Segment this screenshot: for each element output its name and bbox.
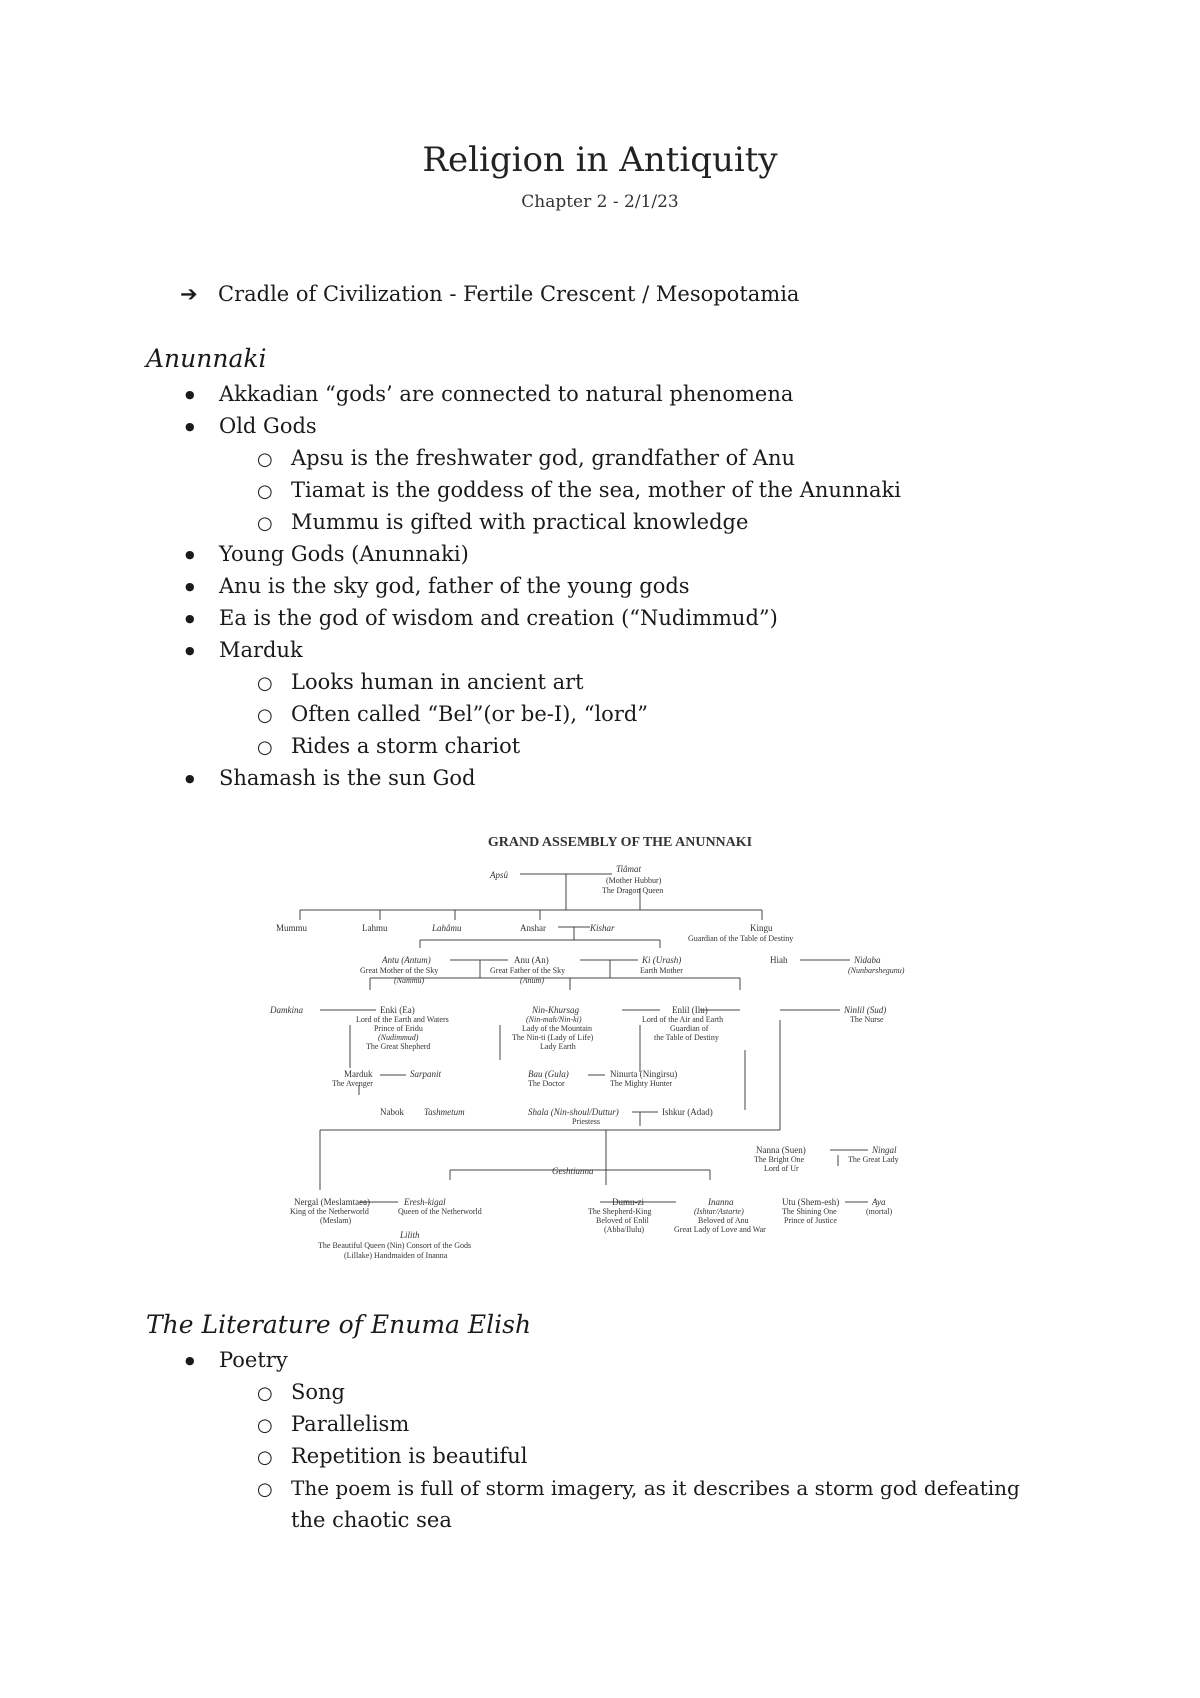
- page-subtitle: Chapter 2 - 2/1/23: [521, 192, 679, 212]
- node-ki-epithet: Earth Mother: [640, 966, 683, 975]
- node-nidaba: Nidaba: [854, 955, 881, 965]
- node-tiamat-alias: (Mother Hubbur): [606, 876, 662, 885]
- node-ereshkigal-epithet: Queen of the Netherworld: [398, 1207, 482, 1216]
- list-item-text: The poem is full of storm imagery, as it describes a storm god defeating: [291, 1476, 1020, 1500]
- node-shala: Shala (Nin-shoul/Duttur): [528, 1107, 619, 1117]
- node-ningal-epithet: The Great Lady: [848, 1155, 899, 1164]
- node-nergal: Nergal (Meslamtaea): [294, 1197, 371, 1207]
- node-ninkhursag-ep3: Lady Earth: [540, 1042, 576, 1051]
- bullet-icon: [185, 1348, 219, 1372]
- section-heading-anunnaki: Anunnaki: [146, 344, 267, 373]
- node-marduk-epithet: The Avenger: [332, 1079, 373, 1088]
- circle-bullet-icon: [257, 702, 291, 726]
- list-item: [185, 766, 475, 790]
- node-ninkhursag: Nin-Khursag: [532, 1005, 580, 1015]
- list-item: [185, 574, 690, 598]
- circle-bullet-icon: [257, 1412, 291, 1436]
- list-item-text: Anu is the sky god, father of the young gods: [219, 574, 690, 598]
- list-item-text: Young Gods (Anunnaki): [219, 542, 469, 566]
- list-item: [257, 1476, 1020, 1500]
- list-item: [257, 734, 520, 758]
- node-kishar: Kishar: [590, 923, 615, 933]
- node-enki: Enki (Ea): [380, 1005, 415, 1015]
- list-item: [185, 606, 778, 630]
- list-item-text: Apsu is the freshwater god, grandfather of Anu: [291, 446, 795, 470]
- circle-bullet-icon: [257, 670, 291, 694]
- node-hiah: Hiah: [770, 955, 788, 965]
- node-marduk: Marduk: [344, 1069, 373, 1079]
- node-anu-alias: (Anum): [520, 976, 544, 985]
- list-item: [257, 702, 648, 726]
- node-dumuzi: Dumu-zi: [612, 1197, 644, 1207]
- node-aya: Aya: [872, 1197, 886, 1207]
- node-inanna-ep1: Beloved of Anu: [698, 1216, 749, 1225]
- node-enlil-ep2: Guardian of: [670, 1024, 709, 1033]
- node-nergal-ep2: (Meslam): [320, 1216, 352, 1225]
- list-item-text: Rides a storm chariot: [291, 734, 521, 758]
- list-item-continuation: [291, 1508, 452, 1532]
- node-geshtianna: Geshtianna: [552, 1166, 594, 1176]
- node-bau-epithet: The Doctor: [528, 1079, 565, 1088]
- list-item-text: Mummu is gifted with practical knowledge: [291, 510, 749, 534]
- node-anu: Anu (An): [514, 955, 549, 965]
- node-utu-ep2: Prince of Justice: [784, 1216, 837, 1225]
- node-enki-ep4: The Great Shepherd: [366, 1042, 431, 1051]
- node-inanna-alias: (Ishtar/Astarte): [694, 1207, 744, 1216]
- node-ninkhursag-ep1: Lady of the Mountain: [522, 1024, 592, 1033]
- node-enki-ep2: Prince of Eridu: [374, 1024, 423, 1033]
- node-enlil-ep3: the Table of Destiny: [654, 1033, 719, 1042]
- diagram-title: GRAND ASSEMBLY OF THE ANUNNAKI: [487, 835, 753, 850]
- list-item-text: Looks human in ancient art: [291, 670, 584, 694]
- list-item: [185, 414, 317, 438]
- node-kingu: Kingu: [750, 923, 773, 933]
- bullet-icon: [185, 382, 219, 406]
- list-item: [257, 510, 748, 534]
- circle-bullet-icon: [257, 734, 291, 758]
- list-item: [257, 670, 584, 694]
- node-nanna: Nanna (Suen): [756, 1145, 806, 1155]
- list-item: [257, 1444, 528, 1468]
- bullet-icon: [185, 414, 219, 438]
- node-nergal-ep1: King of the Netherworld: [290, 1207, 369, 1216]
- list-item-text: Ea is the god of wisdom and creation (“Nudimmud”): [219, 606, 778, 630]
- node-tashmetum: Tashmetum: [424, 1107, 465, 1117]
- node-tiamat: Tiâmat: [616, 864, 642, 874]
- circle-bullet-icon: [257, 478, 291, 502]
- node-kingu-epithet: Guardian of the Table of Destiny: [688, 934, 794, 943]
- node-ishkur: Ishkur (Adad): [662, 1107, 713, 1117]
- node-ninkhursag-alias: (Nin-mah/Nin-ki): [526, 1015, 582, 1024]
- node-apsu: Apsû: [490, 870, 508, 880]
- node-mummu: Mummu: [276, 923, 308, 933]
- circle-bullet-icon: [257, 510, 291, 534]
- node-ninlil-epithet: The Nurse: [850, 1015, 884, 1024]
- circle-bullet-icon: [257, 1380, 291, 1404]
- node-antu-epithet: Great Mother of the Sky: [360, 966, 439, 975]
- node-antu-alias: (Nammu): [394, 976, 425, 985]
- section-heading-enuma-elish: The Literature of Enuma Elish: [146, 1310, 532, 1339]
- bullet-icon: [185, 766, 219, 790]
- list-item-text: Often called “Bel”(or be-I), “lord”: [291, 702, 649, 726]
- bullet-icon: [185, 574, 219, 598]
- list-item: [257, 446, 795, 470]
- bullet-icon: [185, 638, 219, 662]
- node-aya-alias: (mortal): [866, 1207, 893, 1216]
- node-dumuzi-ep2: Beloved of Enlil: [596, 1216, 649, 1225]
- list-item-text: Tiamat is the goddess of the sea, mother of the Anunnaki: [291, 478, 901, 502]
- node-ki: Ki (Urash): [642, 955, 682, 965]
- node-lahmu: Lahmu: [362, 923, 388, 933]
- node-ninkhursag-ep2: The Nin-ti (Lady of Life): [512, 1033, 594, 1042]
- arrow-list-item: [180, 282, 799, 306]
- bullet-icon: [185, 606, 219, 630]
- anunnaki-family-tree-diagram: [270, 830, 970, 1270]
- node-nanna-ep1: The Bright One: [754, 1155, 805, 1164]
- list-item: [185, 382, 793, 406]
- node-lilith: Lilith: [400, 1230, 420, 1240]
- node-anu-epithet: Great Father of the Sky: [490, 966, 566, 975]
- list-item-text: Marduk: [219, 638, 303, 662]
- list-item-text: Parallelism: [291, 1412, 410, 1436]
- node-dumuzi-ep3: (Abba/Ilulu): [604, 1225, 644, 1234]
- node-enki-ep3: (Nudimmud): [378, 1033, 419, 1042]
- node-nidaba-alias: (Nunbarshegunu): [848, 966, 905, 975]
- node-enlil: Enlil (Ilu): [672, 1005, 708, 1015]
- list-item: [185, 638, 303, 662]
- arrow-right-icon: ➔: [180, 282, 198, 306]
- node-damkina: Damkina: [270, 1005, 303, 1015]
- list-item-text: Repetition is beautiful: [291, 1444, 528, 1468]
- list-item: [185, 542, 469, 566]
- node-lilith-ep2: (Lillake) Handmaiden of Inanna: [344, 1251, 448, 1260]
- node-antu: Antu (Antum): [382, 955, 431, 965]
- list-item: [257, 478, 901, 502]
- node-lilith-ep1: The Beautiful Queen (Nin) Consort of the Gods: [318, 1241, 472, 1250]
- node-enlil-ep1: Lord of the Air and Earth: [642, 1015, 724, 1024]
- list-item: [185, 1348, 288, 1372]
- list-item-text: Poetry: [219, 1348, 288, 1372]
- node-utu-ep1: The Shining One: [782, 1207, 837, 1216]
- arrow-item-text: Cradle of Civilization - Fertile Crescent / Mesopotamia: [218, 282, 800, 306]
- page-title: Religion in Antiquity: [422, 140, 778, 180]
- bullet-icon: [185, 542, 219, 566]
- list-item: [257, 1380, 345, 1404]
- node-sarpanit: Sarpanit: [410, 1069, 442, 1079]
- node-ninlil: Ninlil (Sud): [844, 1005, 887, 1015]
- list-item-text: Shamash is the sun God: [219, 766, 476, 790]
- node-inanna-ep2: Great Lady of Love and War: [674, 1225, 766, 1234]
- list-item-text: Old Gods: [219, 414, 317, 438]
- node-enki-ep1: Lord of the Earth and Waters: [356, 1015, 449, 1024]
- node-ereshkigal: Eresh-kigal: [404, 1197, 446, 1207]
- node-ningal: Ningal: [872, 1145, 897, 1155]
- circle-bullet-icon: [257, 1476, 291, 1500]
- node-anshar: Anshar: [520, 923, 546, 933]
- list-item: [257, 1412, 409, 1436]
- node-ninurta-epithet: The Mighty Hunter: [610, 1079, 673, 1088]
- node-shala-epithet: Priestess: [572, 1117, 600, 1126]
- node-tiamat-epithet: The Dragon Queen: [602, 886, 664, 895]
- circle-bullet-icon: [257, 1444, 291, 1468]
- list-item-text: Song: [291, 1380, 345, 1404]
- node-lahamu: Lahâmu: [432, 923, 462, 933]
- list-item-text: the chaotic sea: [291, 1508, 452, 1532]
- node-bau: Bau (Gula): [528, 1069, 569, 1079]
- node-dumuzi-ep1: The Shepherd-King: [588, 1207, 652, 1216]
- node-nanna-ep2: Lord of Ur: [764, 1164, 799, 1173]
- node-ninurta: Ninurta (Ningirsu): [610, 1069, 678, 1079]
- list-item-text: Akkadian “gods’ are connected to natural phenomena: [219, 382, 794, 406]
- circle-bullet-icon: [257, 446, 291, 470]
- node-utu: Utu (Shem-esh): [782, 1197, 840, 1207]
- node-nabok: Nabok: [380, 1107, 404, 1117]
- node-inanna: Inanna: [708, 1197, 734, 1207]
